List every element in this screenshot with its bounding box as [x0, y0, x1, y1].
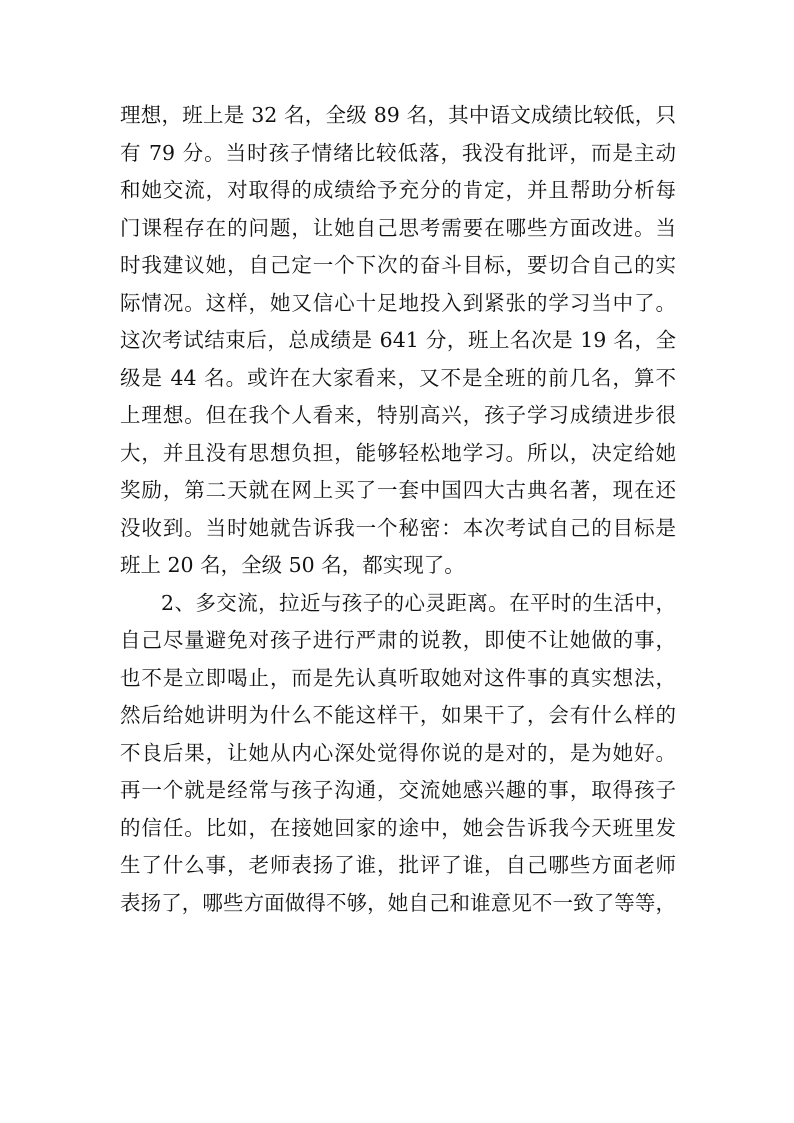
paragraph-1-line: 有 79 分。当时孩子情绪比较低落，我没有批评，而是主动	[120, 140, 676, 165]
paragraph-2-line: 然后给她讲明为什么不能这样干，如果干了，会有什么样的	[120, 703, 676, 727]
paragraph-2-line: 不良后果，让她从内心深处觉得你说的是对的，是为她好。	[120, 740, 676, 765]
paragraph-2-line: 表扬了，哪些方面做得不够，她自己和谁意见不一致了等等，	[120, 890, 676, 915]
paragraph-1	[120, 97, 676, 585]
paragraph-2-line: 2、多交流，拉近与孩子的心灵距离。在平时的生活中，	[161, 590, 676, 615]
paragraph-2-line: 生了什么事，老师表扬了谁，批评了谁，自己哪些方面老师	[120, 853, 676, 877]
paragraph-1-line: 门课程存在的问题，让她自己思考需要在哪些方面改进。当	[120, 215, 676, 240]
paragraph-1-line: 班上 20 名，全级 50 名，都实现了。	[120, 553, 465, 577]
paragraph-2	[120, 585, 676, 923]
paragraph-1-line: 际情况。这样，她又信心十足地投入到紧张的学习当中了。	[120, 290, 676, 315]
paragraph-2-line: 的信任。比如，在接她回家的途中，她会告诉我今天班里发	[120, 815, 676, 840]
paragraph-2-line: 再一个就是经常与孩子沟通，交流她感兴趣的事，取得孩子	[120, 778, 676, 802]
paragraph-1-line: 级是 44 名。或许在大家看来，又不是全班的前几名，算不	[120, 365, 676, 390]
paragraph-1-line: 理想，班上是 32 名，全级 89 名，其中语文成绩比较低，只	[120, 103, 676, 127]
paragraph-1-line: 时我建议她，自己定一个下次的奋斗目标，要切合自己的实	[120, 253, 676, 277]
paragraph-1-line: 这次考试结束后，总成绩是 641 分，班上名次是 19 名，全	[120, 328, 676, 352]
paragraph-2-line: 自己尽量避免对孩子进行严肃的说教，即使不让她做的事，	[120, 628, 676, 652]
paragraph-1-line: 上理想。但在我个人看来，特别高兴，孩子学习成绩进步很	[120, 403, 676, 427]
paragraph-1-line: 大，并且没有思想负担，能够轻松地学习。所以，决定给她	[120, 440, 676, 465]
paragraph-1-line: 奖励，第二天就在网上买了一套中国四大古典名著，现在还	[120, 478, 676, 502]
paragraph-1-line: 没收到。当时她就告诉我一个秘密：本次考试自己的目标是	[120, 515, 676, 540]
document-body	[120, 97, 676, 922]
paragraph-2-line: 也不是立即喝止，而是先认真听取她对这件事的真实想法，	[120, 665, 676, 690]
paragraph-1-line: 和她交流，对取得的成绩给予充分的肯定，并且帮助分析每	[120, 178, 676, 202]
